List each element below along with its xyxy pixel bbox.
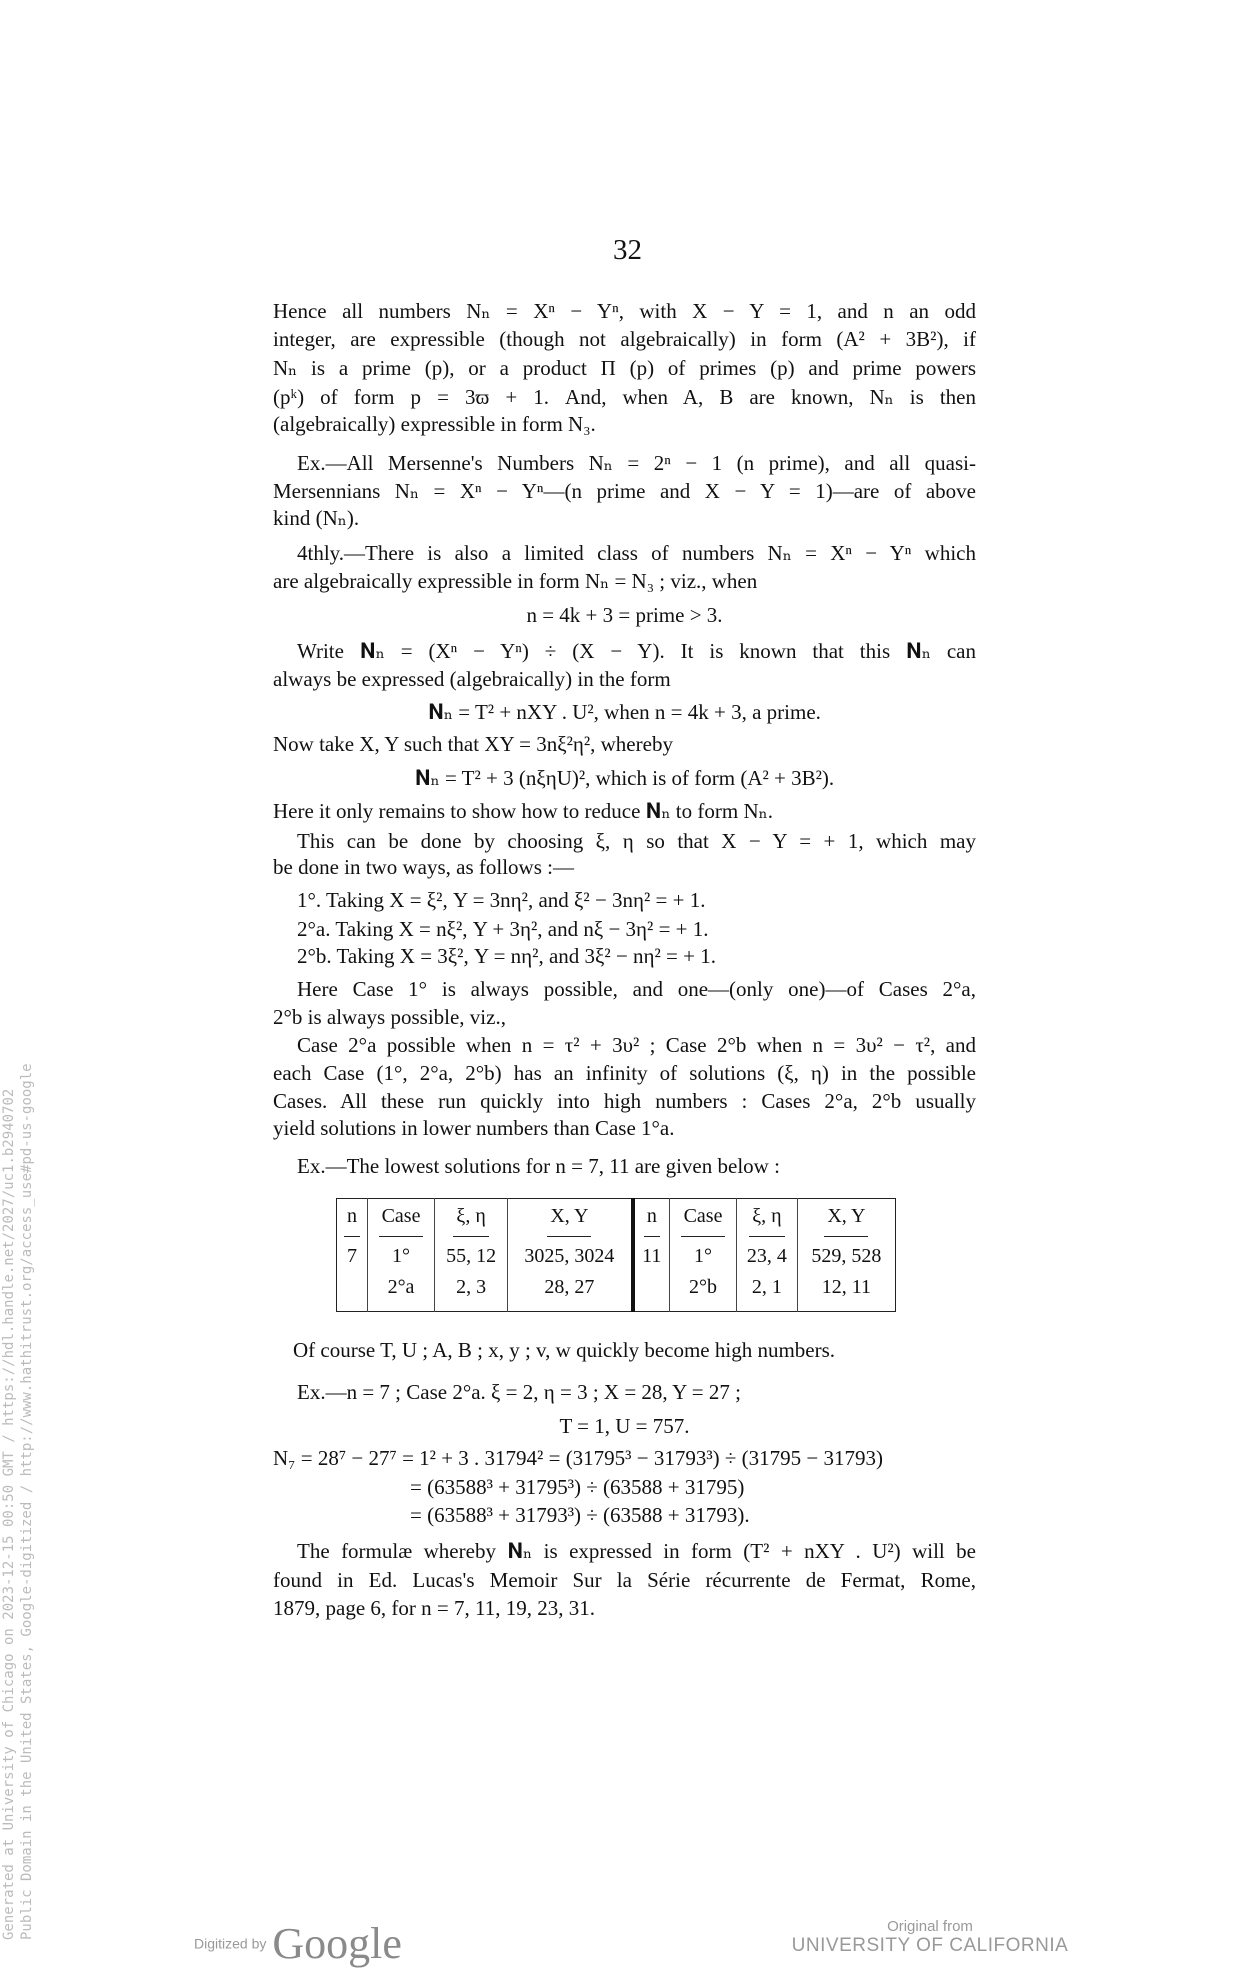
case-item: 2°a. Taking X = nξ², Y + 3η², and nξ − 3η² = + 1. bbox=[297, 917, 709, 941]
text-line: 2°b is always possible, viz., bbox=[273, 1005, 506, 1029]
solutions-table bbox=[336, 1198, 896, 1312]
equation: 𝐍ₙ = T² + nXY . U², when n = 4k + 3, a prime. bbox=[428, 700, 821, 724]
table-cell: 2°a bbox=[368, 1274, 435, 1312]
digitized-by-label: Digitized by bbox=[194, 1935, 267, 1952]
table-cell: 3025, 3024 bbox=[508, 1239, 633, 1274]
header-n: n bbox=[337, 1199, 368, 1240]
google-logo: Google bbox=[272, 1919, 402, 1968]
table-cell: 1° bbox=[368, 1239, 435, 1274]
header-case: Case bbox=[670, 1199, 737, 1240]
equation: T = 1, U = 757. bbox=[559, 1414, 690, 1438]
table-cell: 2, 3 bbox=[434, 1274, 507, 1312]
header-case: Case bbox=[368, 1199, 435, 1240]
header-xy: X, Y bbox=[797, 1199, 895, 1240]
table-cell: 55, 12 bbox=[434, 1239, 507, 1274]
original-from bbox=[780, 1918, 1080, 1957]
text-line: are algebraically expressible in form Nₙ = N₃ ; viz., when bbox=[273, 569, 758, 593]
table-cell: 1° bbox=[670, 1239, 737, 1274]
original-from-label: Original from bbox=[887, 1918, 973, 1935]
header-xy: X, Y bbox=[508, 1199, 633, 1240]
equation: 𝐍ₙ = T² + 3 (nξηU)², which is of form (A² + 3B²). bbox=[414, 766, 835, 790]
case-item: 1°. Taking X = ξ², Y = 3nη², and ξ² − 3nη² = + 1. bbox=[297, 888, 706, 912]
text-line: This can be done by choosing ξ, η so that X − Y = + 1, which may bbox=[297, 829, 976, 853]
access-watermark bbox=[0, 1063, 36, 1940]
table-cell: 11 bbox=[633, 1239, 670, 1274]
text-line: Of course T, U ; A, B ; x, y ; v, w quickly become high numbers. bbox=[293, 1338, 836, 1362]
equation: N₇ = 28⁷ − 27⁷ = 1² + 3 . 31794² = (31795³ − 31793³) ÷ (31795 − 31793) bbox=[273, 1446, 883, 1470]
institution-name: UNIVERSITY OF CALIFORNIA bbox=[791, 1935, 1069, 1956]
table-cell: 2, 1 bbox=[736, 1274, 797, 1312]
text-line: found in Ed. Lucas's Memoir Sur la Série récurrente de Fermat, Rome, bbox=[273, 1568, 976, 1592]
text-line: always be expressed (algebraically) in the form bbox=[273, 667, 671, 691]
text-line: integer, are expressible (though not algebraically) in form (A² + 3B²), if bbox=[273, 327, 976, 351]
equation: Ex.—n = 7 ; Case 2°a. ξ = 2, η = 3 ; X = 28, Y = 27 ; bbox=[297, 1380, 741, 1404]
text-line: 1879, page 6, for n = 7, 11, 19, 23, 31. bbox=[273, 1596, 595, 1620]
equation: n = 4k + 3 = prime > 3. bbox=[526, 603, 723, 627]
text-line: (pᵏ) of form p = 3ϖ + 1. And, when A, B are known, Nₙ is then bbox=[273, 385, 976, 409]
text-line: kind (Nₙ). bbox=[273, 506, 360, 530]
text-line: Now take X, Y such that XY = 3nξ²η², whereby bbox=[273, 732, 673, 756]
watermark-line: Public Domain in the United States, Google-digitized / http://www.hathitrust.org/access_use#pd-us-google bbox=[19, 1063, 35, 1940]
page-number: 32 bbox=[613, 234, 642, 266]
table-cell: 28, 27 bbox=[508, 1274, 633, 1312]
text-line: Case 2°a possible when n = τ² + 3υ² ; Case 2°b when n = 3υ² − τ², and bbox=[297, 1033, 976, 1057]
text-line: be done in two ways, as follows :— bbox=[273, 855, 574, 879]
table-row bbox=[337, 1274, 896, 1312]
table-cell: 2°b bbox=[670, 1274, 737, 1312]
text-line: (algebraically) expressible in form N₃. bbox=[273, 412, 596, 436]
table-cell: 7 bbox=[347, 1245, 358, 1267]
equation: = (63588³ + 31793³) ÷ (63588 + 31793). bbox=[410, 1503, 750, 1527]
text-line: Mersennians Nₙ = Xⁿ − Yⁿ—(n prime and X − Y = 1)—are of above bbox=[273, 479, 976, 503]
table-cell: 12, 11 bbox=[797, 1274, 895, 1312]
text-line: Here Case 1° is always possible, and one—(only one)—of Cases 2°a, bbox=[297, 977, 976, 1001]
text-line: 4thly.—There is also a limited class of numbers Nₙ = Xⁿ − Yⁿ which bbox=[297, 541, 976, 565]
digitized-by-google bbox=[194, 1918, 402, 1969]
text-line: Write 𝐍ₙ = (Xⁿ − Yⁿ) ÷ (X − Y). It is known that this 𝐍ₙ can bbox=[297, 639, 976, 663]
table-cell: 529, 528 bbox=[797, 1239, 895, 1274]
header-n: n bbox=[633, 1199, 670, 1240]
text-line: yield solutions in lower numbers than Case 1°a. bbox=[273, 1116, 675, 1140]
text-line: Cases. All these run quickly into high numbers : Cases 2°a, 2°b usually bbox=[273, 1089, 976, 1113]
table-header-row bbox=[337, 1199, 896, 1240]
text-line: Ex.—All Mersenne's Numbers Nₙ = 2ⁿ − 1 (n prime), and all quasi- bbox=[297, 451, 976, 475]
text-line: Ex.—The lowest solutions for n = 7, 11 are given below : bbox=[297, 1154, 780, 1178]
case-item: 2°b. Taking X = 3ξ², Y = nη², and 3ξ² − nη² = + 1. bbox=[297, 944, 716, 968]
text-line: each Case (1°, 2°a, 2°b) has an infinity of solutions (ξ, η) in the possible bbox=[273, 1061, 976, 1085]
text-line: Nₙ is a prime (p), or a product Π (p) of primes (p) and prime powers bbox=[273, 356, 976, 380]
header-xi-eta: ξ, η bbox=[434, 1199, 507, 1240]
equation: = (63588³ + 31795³) ÷ (63588 + 31795) bbox=[410, 1475, 745, 1499]
table-cell bbox=[633, 1274, 670, 1312]
table-cell: 23, 4 bbox=[736, 1239, 797, 1274]
text-line: The formulæ whereby 𝐍ₙ is expressed in form (T² + nXY . U²) will be bbox=[297, 1539, 976, 1563]
table-row bbox=[337, 1239, 896, 1274]
header-xi-eta: ξ, η bbox=[736, 1199, 797, 1240]
watermark-line: Generated at University of Chicago on 2023-12-15 00:50 GMT / https://hdl.handle.net/2027/uc1.b2940702 bbox=[1, 1088, 17, 1940]
text-line: Here it only remains to show how to reduce 𝐍ₙ to form Nₙ. bbox=[273, 799, 773, 823]
text-line: Hence all numbers Nₙ = Xⁿ − Yⁿ, with X − Y = 1, and n an odd bbox=[273, 299, 976, 323]
table-cell bbox=[337, 1274, 368, 1312]
